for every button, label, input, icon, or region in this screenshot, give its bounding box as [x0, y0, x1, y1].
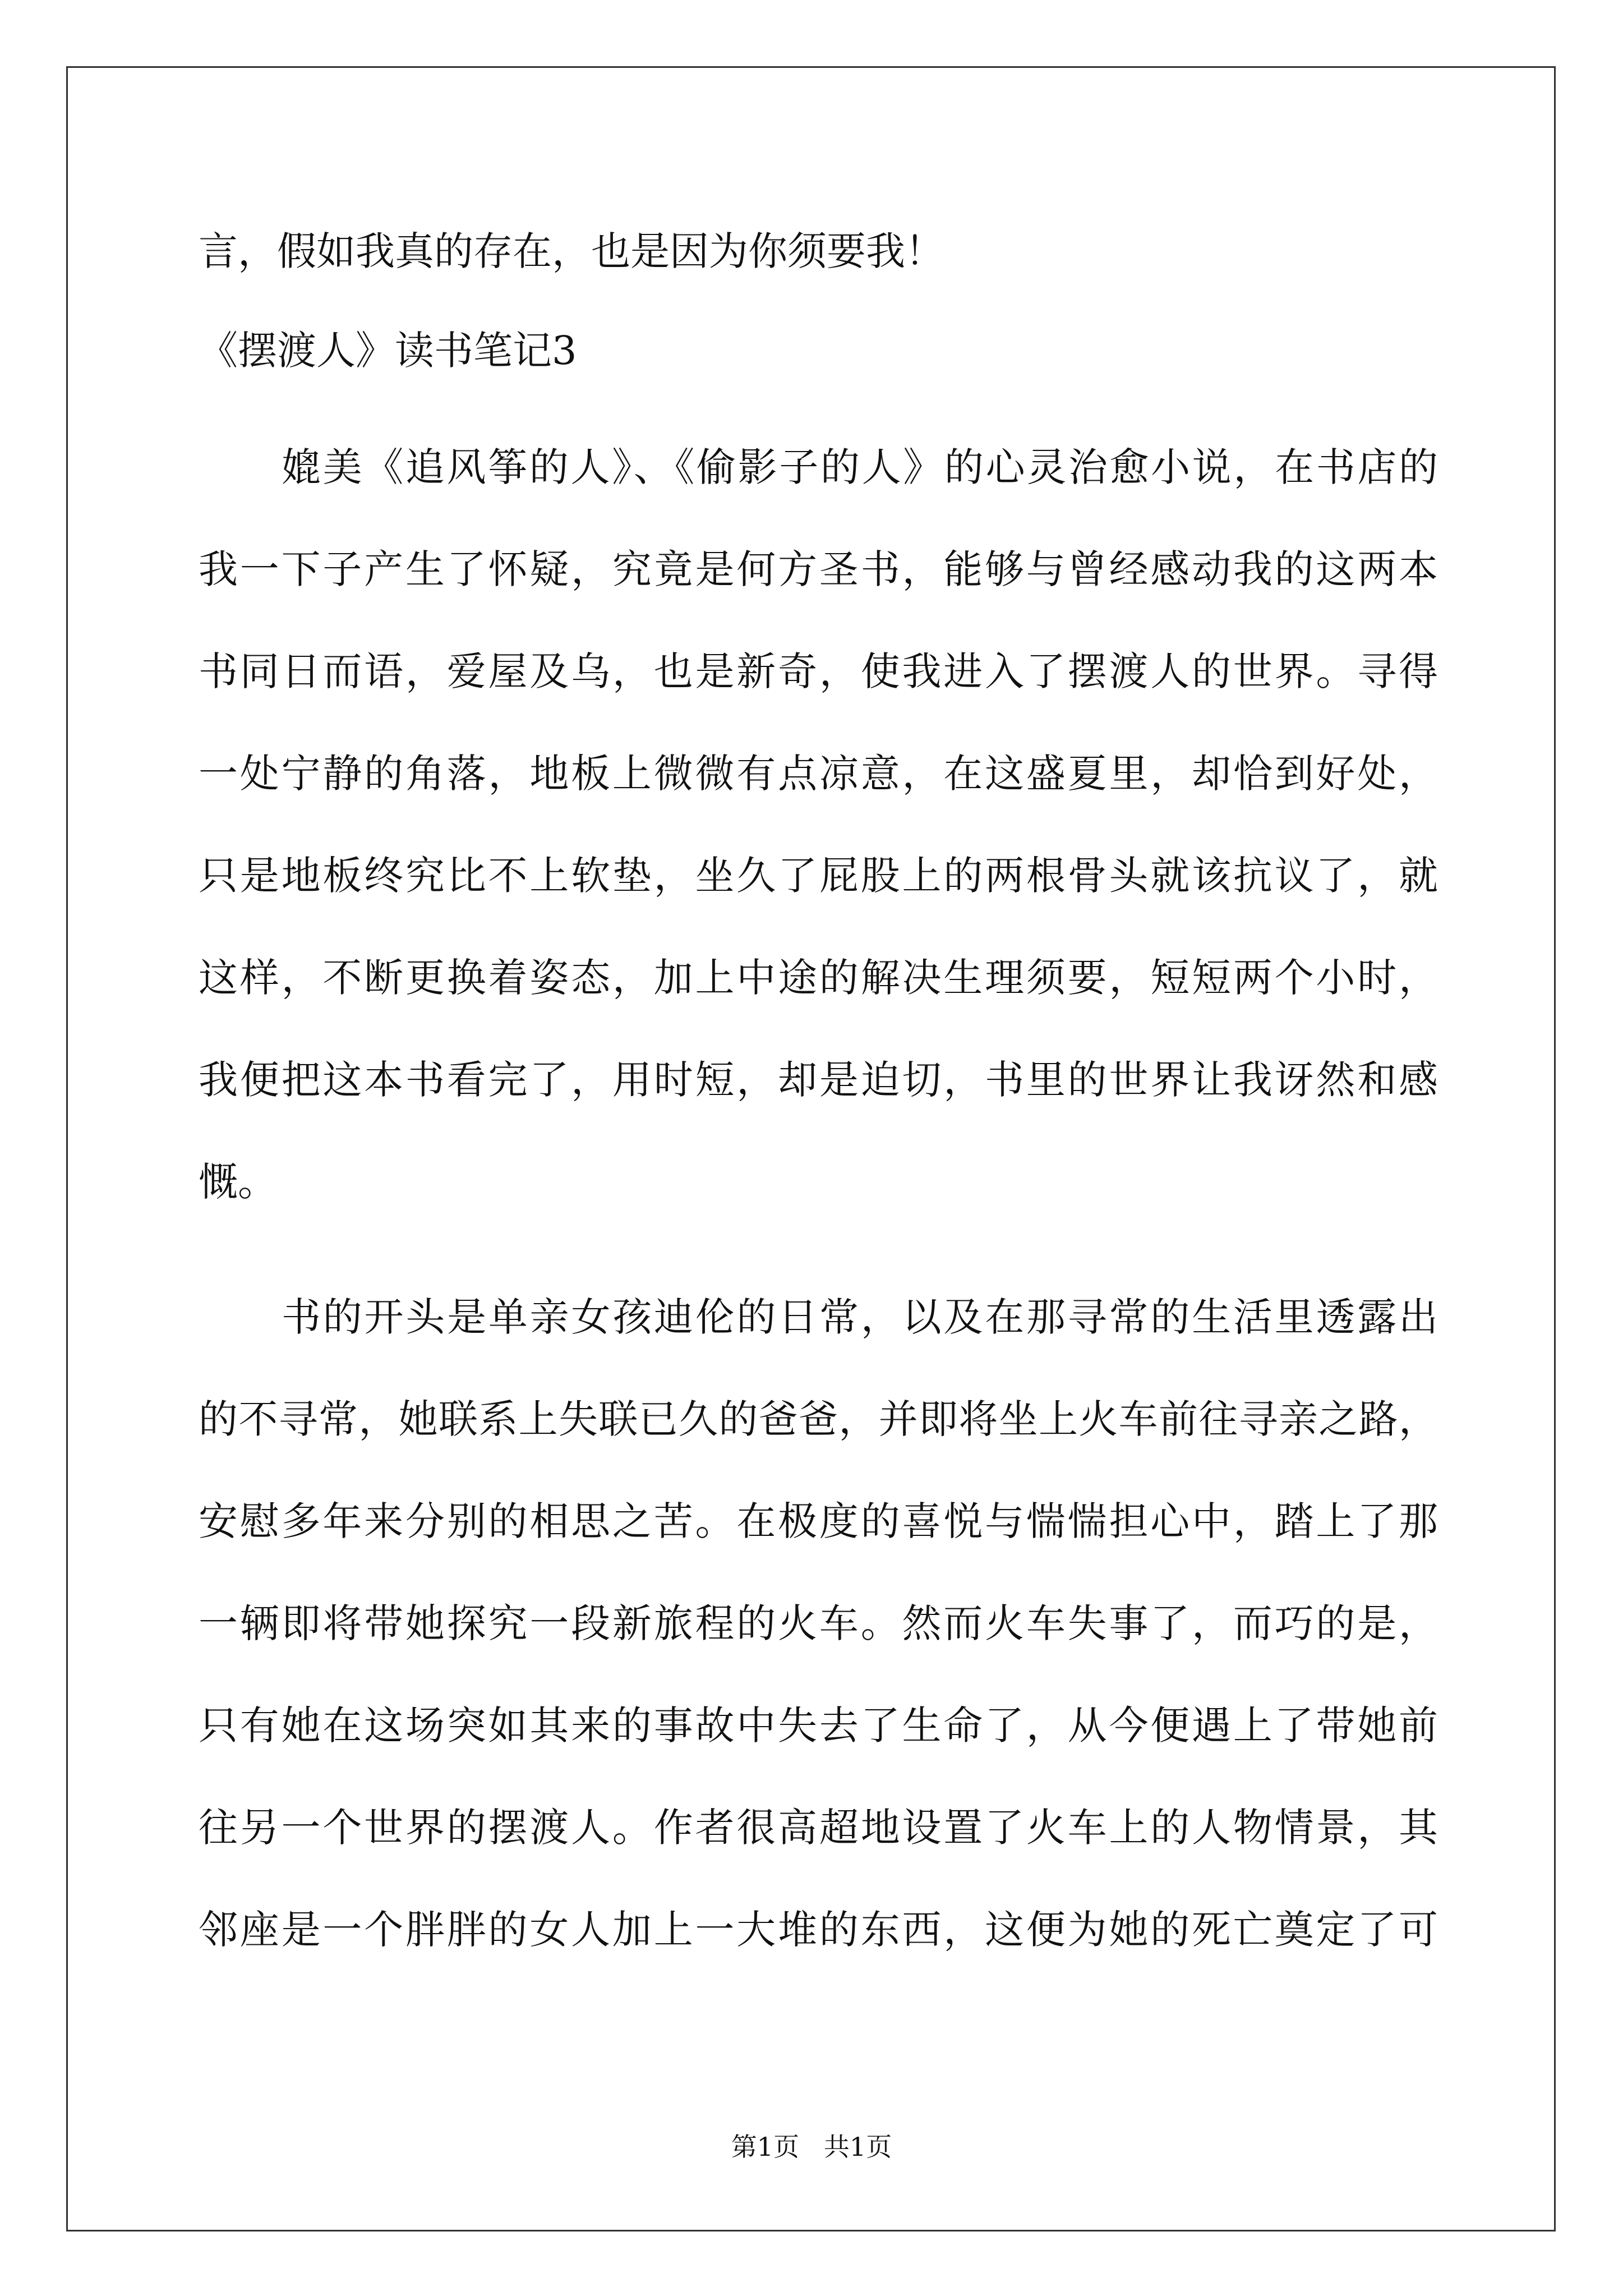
paragraph-line: 的不寻常，她联系上失联已久的爸爸，并即将坐上火车前往寻亲之路，: [199, 1396, 1438, 1442]
paragraph-line: 书同日而语，爱屋及乌，也是新奇，使我进入了摆渡人的世界。寻得: [199, 648, 1438, 694]
paragraph-line: 邻座是一个胖胖的女人加上一大堆的东西，这便为她的死亡奠定了可: [199, 1907, 1438, 1953]
paragraph-line: 安慰多年来分别的相思之苦。在极度的喜悦与惴惴担心中，踏上了那: [199, 1498, 1438, 1544]
text-line: 言，假如我真的存在，也是因为你须要我！: [199, 228, 944, 274]
paragraph-line: 只是地板终究比不上软垫，坐久了屁股上的两根骨头就该抗议了，就: [199, 853, 1438, 899]
paragraph-line: 媲美《追风筝的人》、《偷影子的人》的心灵治愈小说，在书店的: [282, 444, 1438, 490]
paragraph-line: 一处宁静的角落，地板上微微有点凉意，在这盛夏里，却恰到好处，: [199, 751, 1438, 797]
paragraph-line: 我便把这本书看完了，用时短，却是迫切，书里的世界让我讶然和感: [199, 1057, 1438, 1103]
page-footer: 第1页 共1页: [731, 2132, 892, 2162]
paragraph-line: 我一下子产生了怀疑，究竟是何方圣书，能够与曾经感动我的这两本: [199, 546, 1438, 592]
paragraph-line: 只有她在这场突如其来的事故中失去了生命了，从今便遇上了带她前: [199, 1703, 1438, 1749]
paragraph-line: 书的开头是单亲女孩迪伦的日常，以及在那寻常的生活里透露出: [282, 1294, 1438, 1340]
paragraph-line: 一辆即将带她探究一段新旅程的火车。然而火车失事了，而巧的是，: [199, 1600, 1438, 1646]
paragraph-line: 这样，不断更换着姿态，加上中途的解决生理须要，短短两个小时，: [199, 955, 1438, 1001]
paragraph-line: 慨。: [199, 1159, 277, 1205]
paragraph-line: 往另一个世界的摆渡人。作者很高超地设置了火车上的人物情景，其: [199, 1805, 1438, 1851]
section-heading: 《摆渡人》读书笔记3: [199, 328, 577, 374]
